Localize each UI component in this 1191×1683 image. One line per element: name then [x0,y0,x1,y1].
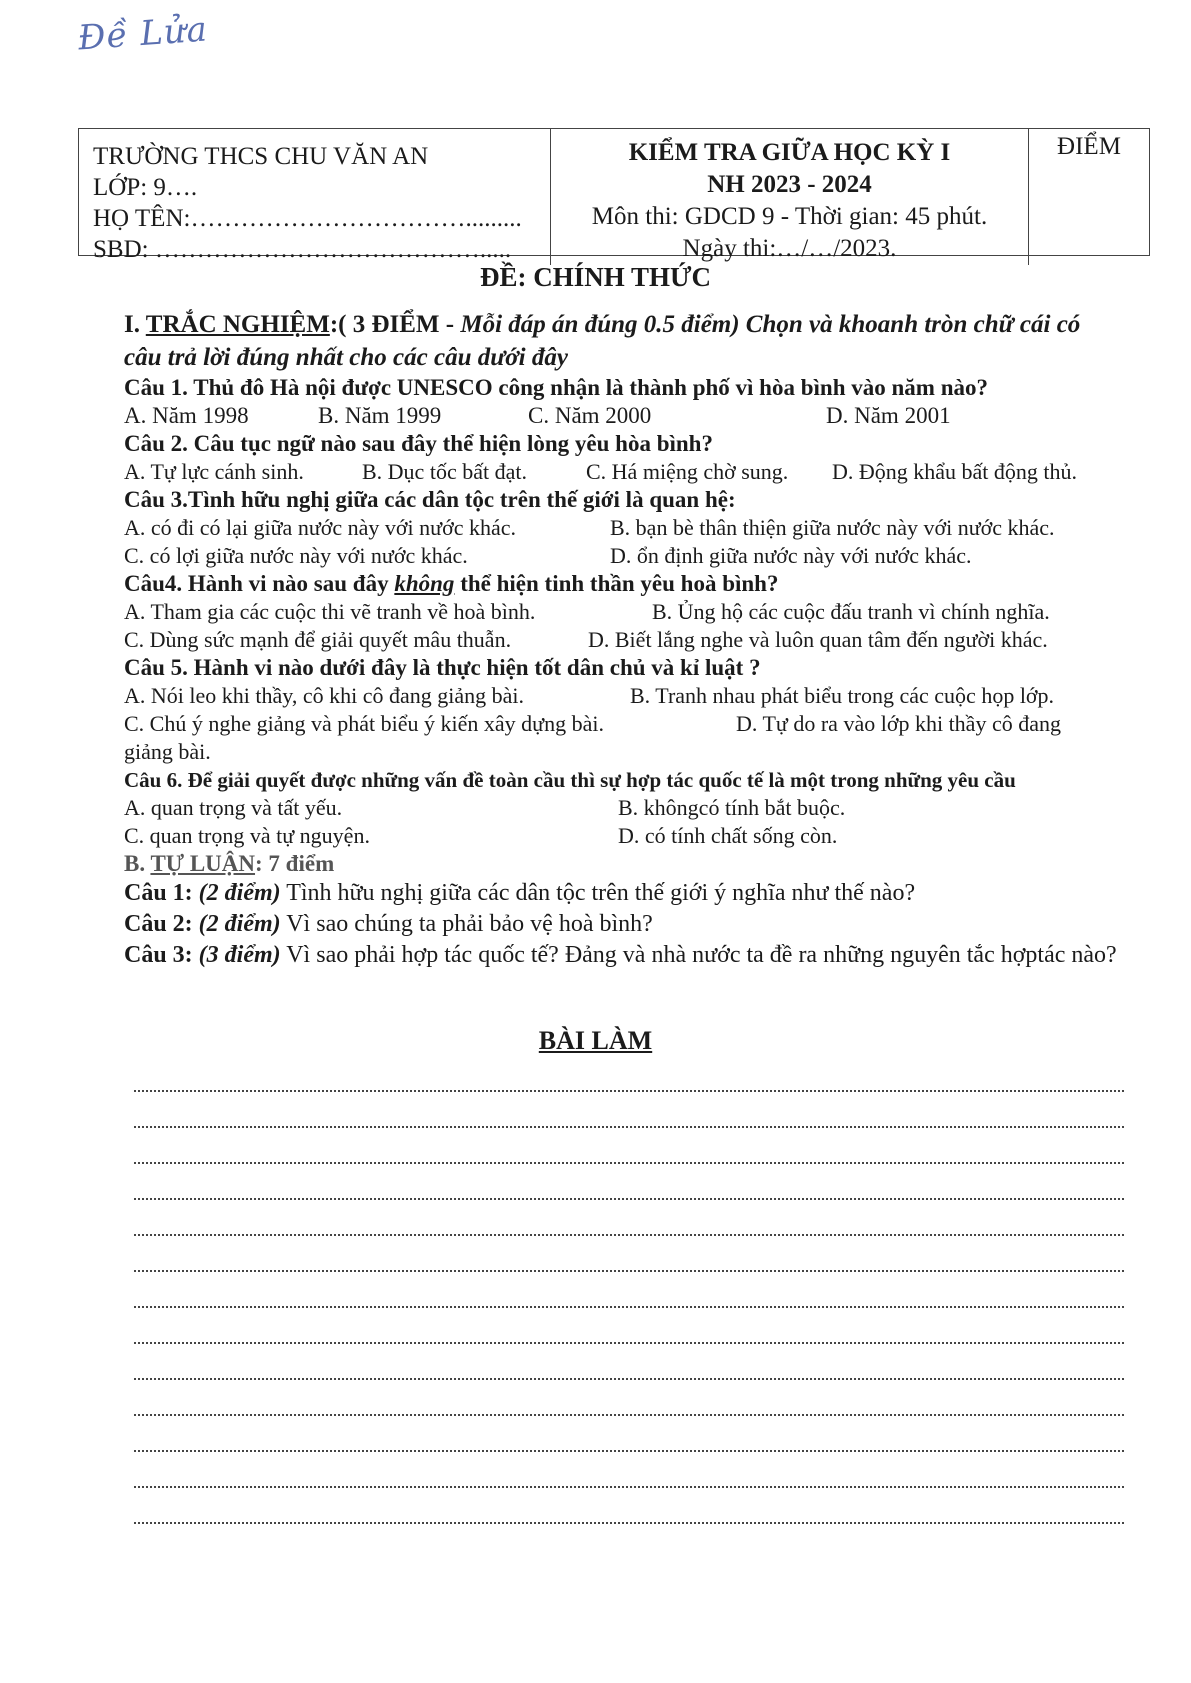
question-4-options-row1 [124,598,1124,626]
option-c[interactable]: C. Há miệng chờ sung. [586,459,789,484]
essay-1-points: (2 điểm) [198,880,281,906]
option-b[interactable]: B. khôngcó tính bắt buộc. [618,795,846,820]
option-b[interactable]: B. Năm 1999 [318,403,442,428]
essay-question-3 [124,940,1124,971]
option-a[interactable]: A. quan trọng và tất yếu. [124,795,343,820]
section-1-prefix: I. [124,311,146,338]
answer-line[interactable] [134,1486,1124,1488]
answer-line[interactable] [134,1342,1124,1344]
section-1-title: TRẮC NGHIỆM [145,311,330,338]
answer-line[interactable] [134,1270,1124,1272]
option-d[interactable]: D. Biết lắng nghe và luôn quan tâm đến người khác. [588,627,1048,652]
answer-line[interactable] [134,1306,1124,1308]
question-4-emphasis: không [394,571,455,596]
subject-line: Môn thi: GDCD 9 - Thời gian: 45 phút. [591,203,988,230]
essay-question-2 [124,909,1124,940]
question-1: Câu 1. Thủ đô Hà nội được UNESCO công nhận là thành phố vì hòa bình vào năm nào? [124,375,988,400]
option-a[interactable]: A. Năm 1998 [124,403,249,428]
question-6: Câu 6. Để giải quyết được những vấn đề toàn cầu thì sự hợp tác quốc tế là một trong những yêu cầu [124,768,1016,792]
question-1-options [124,402,1124,430]
option-a[interactable]: A. có đi có lại giữa nước này với nước khác. [124,515,517,540]
option-c[interactable]: C. có lợi giữa nước này với nước khác. [124,543,468,568]
question-4 [124,570,1124,598]
official-label: ĐỀ: CHÍNH THỨC [479,262,712,292]
answer-line[interactable] [134,1090,1124,1092]
question-3-options-row2 [124,542,1124,570]
essay-3-text: Vì sao phải hợp tác quốc tế? Đảng và nhà nước ta đề ra những nguyên tắc hợptác nào? [280,942,1117,968]
option-b[interactable]: B. Ủng hộ các cuộc đấu tranh vì chính nghĩa. [652,599,1050,624]
header-table [78,128,1150,263]
option-b[interactable]: B. Dục tốc bất đạt. [362,459,527,484]
option-b[interactable]: B. bạn bè thân thiện giữa nước này với nước khác. [610,515,1055,540]
school-name: TRƯỜNG THCS CHU VĂN AN [93,143,429,170]
name-field[interactable]: HỌ TÊN:……………………………......... [93,205,522,232]
section-2-prefix: B. [124,851,151,876]
option-b[interactable]: B. Tranh nhau phát biểu trong các cuộc họp lớp. [630,683,1055,708]
question-5-options-row2 [124,710,1124,738]
option-a[interactable]: A. Tham gia các cuộc thi vẽ tranh về hoà bình. [124,599,536,624]
option-d[interactable]: D. Năm 2001 [826,403,951,428]
essay-3-label: Câu 3: [124,942,199,968]
question-4-text-a: Câu4. Hành vi nào sau đây [124,571,395,596]
option-c[interactable]: C. Dùng sức mạnh để giải quyết mâu thuẫn. [124,627,512,652]
answer-section-title [0,1026,1191,1056]
question-5-options-row1 [124,682,1124,710]
option-d[interactable]: D. ổn định giữa nước này với nước khác. [610,543,972,568]
option-c[interactable]: C. Chú ý nghe giảng và phát biểu ý kiến xây dựng bài. [124,711,604,736]
section-2-title: TỰ LUẬN [150,851,256,876]
answer-line[interactable] [134,1234,1124,1236]
exam-title: KIỂM TRA GIỮA HỌC KỲ I [628,139,951,166]
essay-1-text: Tình hữu nghị giữa các dân tộc trên thế giới ý nghĩa như thế nào? [280,880,916,906]
section-2-points: : 7 điểm [255,851,335,876]
answer-line[interactable] [134,1162,1124,1164]
exam-date: Ngày thi:…/…/2023. [682,235,897,262]
option-d[interactable]: D. có tính chất sống còn. [618,823,838,848]
answer-line[interactable] [134,1126,1124,1128]
answer-line[interactable] [134,1378,1124,1380]
exam-content [124,308,1124,971]
question-3-options-row1 [124,514,1124,542]
essay-question-1 [124,878,1124,909]
question-5: Câu 5. Hành vi nào dưới đây là thực hiện tốt dân chủ và kỉ luật ? [124,655,761,680]
question-5-option-d-continued: giảng bài. [124,739,211,764]
handwritten-note: Đề Lửa [76,9,210,59]
essay-1-label: Câu 1: [124,880,199,906]
answer-line[interactable] [134,1522,1124,1524]
question-6-options-row1 [124,794,1124,822]
section-2-heading [124,850,1124,878]
answer-title-text: BÀI LÀM [538,1026,653,1055]
answer-line[interactable] [134,1198,1124,1200]
option-c[interactable]: C. Năm 2000 [528,403,652,428]
question-4-text-b: thể hiện tinh thần yêu hoà bình? [454,571,779,596]
essay-3-points: (3 điểm) [198,942,281,968]
section-1-heading [124,308,1124,374]
question-2: Câu 2. Câu tục ngữ nào sau đây thể hiện lòng yêu hòa bình? [124,431,713,456]
essay-2-label: Câu 2: [124,911,199,937]
option-d[interactable]: D. Tự do ra vào lớp khi thầy cô đang [736,711,1061,736]
exam-info-cell [551,129,1029,265]
essay-2-points: (2 điểm) [198,911,281,937]
section-1-points: :( 3 ĐIỂM - [329,311,461,338]
option-c[interactable]: C. quan trọng và tự nguyện. [124,823,370,848]
sbd-field[interactable]: SBD: …………………………………..... [93,236,512,263]
question-2-options [124,458,1124,486]
option-a[interactable]: A. Tự lực cánh sinh. [124,459,304,484]
option-a[interactable]: A. Nói leo khi thầy, cô khi cô đang giảng bài. [124,683,524,708]
question-6-options-row2 [124,822,1124,850]
student-info-cell [79,129,551,265]
score-cell[interactable] [1029,129,1149,265]
question-3: Câu 3.Tình hữu nghị giữa các dân tộc trên thế giới là quan hệ: [124,487,736,512]
option-d[interactable]: D. Động khẩu bất động thủ. [832,459,1078,484]
section-1-instructions: Mỗi đáp án đúng 0.5 điểm) Chọn và khoanh tròn chữ cái có câu trả lời đúng nhất cho các câu dưới đây [124,311,1081,371]
answer-line[interactable] [134,1414,1124,1416]
answer-line[interactable] [134,1450,1124,1452]
question-4-options-row2 [124,626,1124,654]
essay-2-text: Vì sao chúng ta phải bảo vệ hoà bình? [280,911,653,937]
school-year: NH 2023 - 2024 [707,171,872,198]
score-label: ĐIỂM [1057,133,1121,160]
class-field[interactable]: LỚP: 9…. [93,174,198,201]
